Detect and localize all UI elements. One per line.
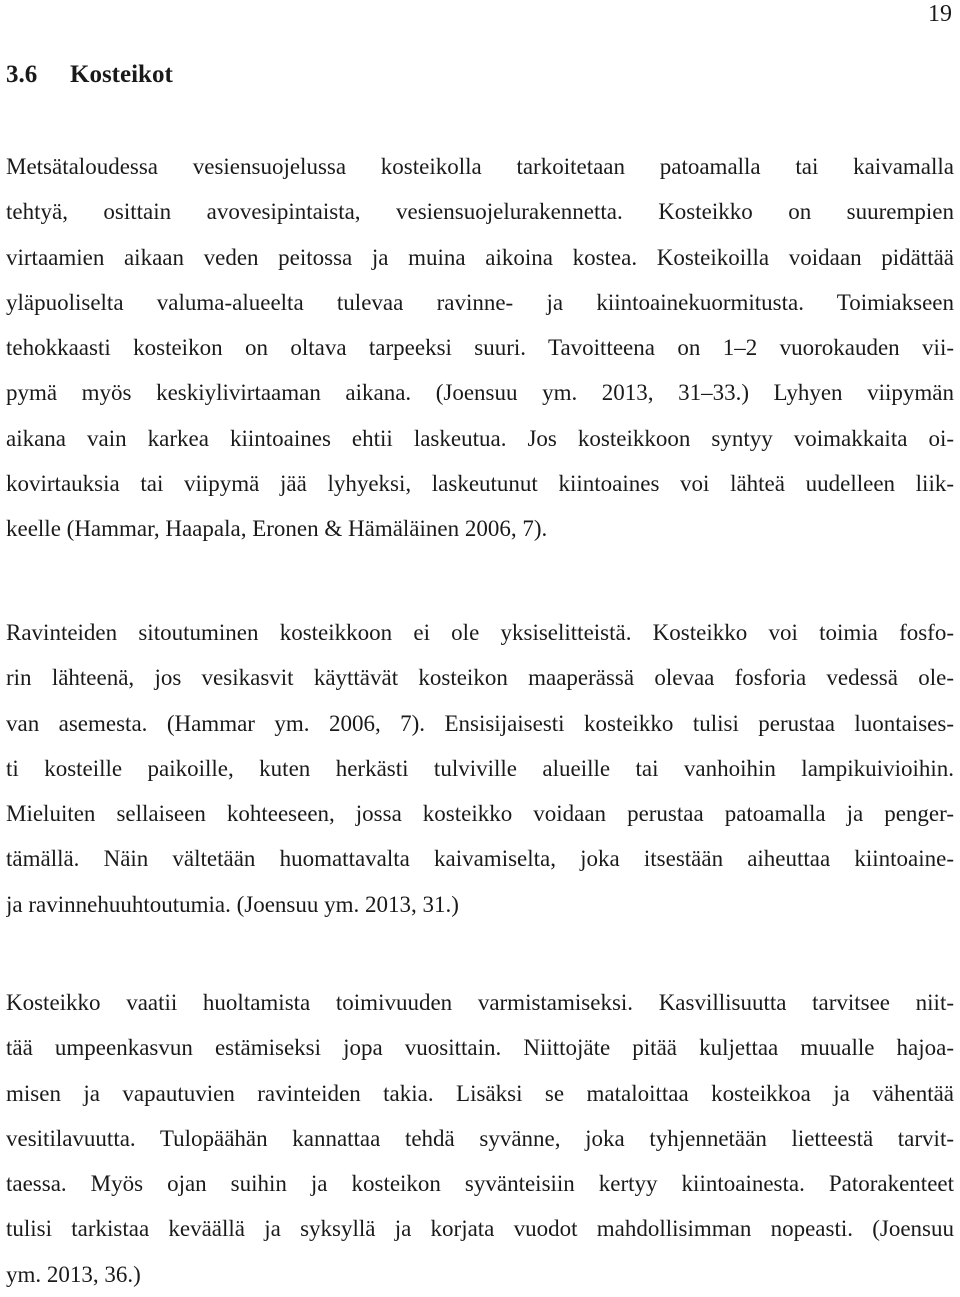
paragraph-line: tämällä. Näin vältetään huomattavalta kaivamiselta, joka itsestään aiheuttaa kiintoaine- [6,846,954,872]
paragraph-line: van asemesta. (Hammar ym. 2006, 7). Ensisijaisesti kosteikko tulisi perustaa luontaises- [6,710,954,736]
paragraph-line: ti kosteille paikoille, kuten herkästi tulviville alueille tai vanhoihin lampikuivioihin. [6,755,954,781]
paragraph-line: virtaamien aikaan veden peitossa ja muina aikoina kostea. Kosteikoilla voidaan pidättää [6,244,954,270]
paragraph-line: pymä myös keskiylivirtaaman aikana. (Joensuu ym. 2013, 31–33.) Lyhyen viipymän [6,380,954,406]
paragraph-line: yläpuoliselta valuma-alueelta tulevaa ravinne- ja kiintoainekuormitusta. Toimiakseen [6,289,954,315]
paragraph-3 [6,980,954,1297]
paragraph-line: tehtyä, osittain avovesipintaista, vesiensuojelurakennetta. Kosteikko on suurempien [6,199,954,225]
paragraph-line: misen ja vapautuvien ravinteiden takia. Lisäksi se mataloittaa kosteikkoa ja vähentää [6,1080,954,1106]
paragraph-line: Mieluiten sellaiseen kohteeseen, jossa kosteikko voidaan perustaa patoamalla ja penger- [6,801,954,827]
paragraph-line: ja ravinnehuuhtoutumia. (Joensuu ym. 2013, 31.) [6,891,459,917]
paragraph-line: taessa. Myös ojan suihin ja kosteikon syvänteisiin kertyy kiintoainesta. Patorakenteet [6,1171,954,1197]
section-heading [6,58,173,92]
paragraph-line: tää umpeenkasvun estämiseksi jopa vuosittain. Niittojäte pitää kuljettaa muualle hajoa- [6,1035,954,1061]
paragraph-line: Metsätaloudessa vesiensuojelussa kosteikolla tarkoitetaan patoamalla tai kaivamalla [6,154,954,179]
section-title: Kosteikot [70,61,173,88]
paragraph-line: vesitilavuutta. Tulopäähän kannattaa tehdä syvänne, joka tyhjennetään lietteestä tarvit- [6,1125,954,1151]
paragraph-1 [6,144,954,552]
paragraph-line: aikana vain karkea kiintoaines ehtii laskeutua. Jos kosteikkoon syntyy voimakkaita oi- [6,425,954,451]
paragraph-line: tulisi tarkistaa keväällä ja syksyllä ja korjata vuodot mahdollisimman nopeasti. (Joensuu [6,1216,954,1242]
paragraph-line: tehokkaasti kosteikon on oltava tarpeeksi suuri. Tavoitteena on 1–2 vuorokauden vii- [6,335,954,361]
paragraph-line: Ravinteiden sitoutuminen kosteikkoon ei ole yksiselitteistä. Kosteikko voi toimia fosfo- [6,620,954,645]
paragraph-line: keelle (Hammar, Haapala, Eronen & Hämäläinen 2006, 7). [6,516,548,542]
page-number: 19 [928,1,952,27]
paragraph-line: ym. 2013, 36.) [6,1261,141,1287]
paragraph-line: rin lähteenä, jos vesikasvit käyttävät kosteikon maaperässä olevaa fosforia vedessä ole- [6,665,954,691]
section-number: 3.6 [6,61,38,88]
paragraph-line: Kosteikko vaatii huoltamista toimivuuden varmistamiseksi. Kasvillisuutta tarvitsee niit- [6,990,954,1015]
paragraph-line: kovirtauksia tai viipymä jää lyhyeksi, laskeutunut kiintoaines voi lähteä uudelleen liik- [6,471,954,497]
paragraph-2 [6,610,954,927]
